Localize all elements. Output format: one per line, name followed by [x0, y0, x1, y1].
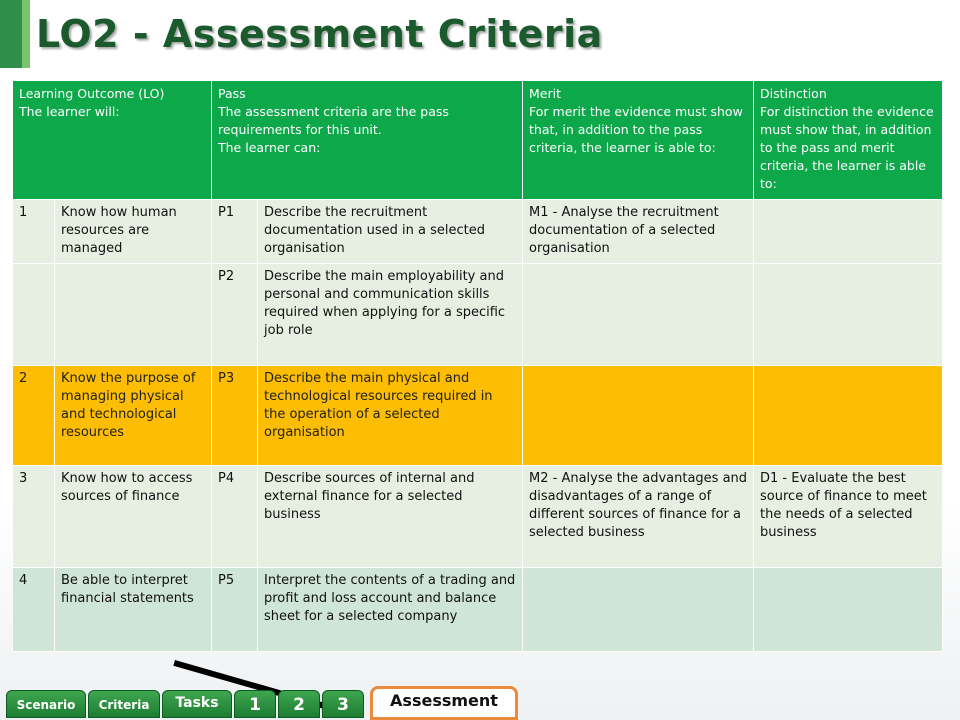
header-pass-desc: The assessment criteria are the pass requirements for this unit.	[218, 104, 449, 137]
page-title: LO2 - Assessment Criteria	[36, 12, 603, 56]
learning-outcome-cell: Be able to interpret financial statements	[55, 568, 212, 652]
pass-criteria-cell: Describe the recruitment documentation used in a selected organisation	[258, 200, 523, 264]
pass-code: P5	[212, 568, 258, 652]
pass-criteria-cell: Interpret the contents of a trading and profit and loss account and balance sheet for a selected company	[258, 568, 523, 652]
tab-task-1[interactable]: 1	[234, 690, 276, 718]
distinction-criteria-cell	[754, 568, 943, 652]
row-number: 3	[13, 466, 55, 568]
distinction-criteria-cell	[754, 366, 943, 466]
pass-code: P3	[212, 366, 258, 466]
header-merit-title: Merit	[529, 86, 562, 101]
header-pass-sub: The learner can:	[218, 140, 321, 155]
tab-assessment[interactable]: Assessment	[370, 686, 518, 720]
table-header-row	[13, 81, 943, 200]
pass-code: P4	[212, 466, 258, 568]
corner-decoration	[0, 0, 22, 68]
pass-criteria-cell: Describe the main physical and technological resources required in the operation of a selected organisation	[258, 366, 523, 466]
table-row	[13, 466, 943, 568]
learning-outcome-cell	[55, 264, 212, 366]
tab-task-3[interactable]: 3	[322, 690, 364, 718]
merit-criteria-cell	[523, 264, 754, 366]
row-number	[13, 264, 55, 366]
pass-criteria-cell: Describe the main employability and personal and communication skills required when applying for a specific job role	[258, 264, 523, 366]
slide-navigation-tabs	[0, 686, 960, 720]
tab-criteria[interactable]: Criteria	[88, 690, 160, 718]
header-merit	[523, 81, 754, 200]
table-row	[13, 200, 943, 264]
header-distinction-desc: For distinction the evidence must show that, in addition to the pass and merit criteria, the learner is able to:	[760, 104, 934, 191]
pass-code: P1	[212, 200, 258, 264]
pass-code: P2	[212, 264, 258, 366]
tab-tasks[interactable]: Tasks	[162, 690, 232, 718]
table-row	[13, 366, 943, 466]
row-number: 4	[13, 568, 55, 652]
table-row	[13, 568, 943, 652]
distinction-criteria-cell	[754, 200, 943, 264]
header-learning-outcome	[13, 81, 212, 200]
row-number: 2	[13, 366, 55, 466]
table-row	[13, 264, 943, 366]
assessment-criteria-table	[12, 80, 943, 652]
merit-criteria-cell: M1 - Analyse the recruitment documentation of a selected organisation	[523, 200, 754, 264]
tab-task-2[interactable]: 2	[278, 690, 320, 718]
header-lo-title: Learning Outcome (LO)	[19, 86, 165, 101]
pass-criteria-cell: Describe sources of internal and external finance for a selected business	[258, 466, 523, 568]
header-pass	[212, 81, 523, 200]
header-distinction-title: Distinction	[760, 86, 827, 101]
header-merit-desc: For merit the evidence must show that, in addition to the pass criteria, the learner is able to:	[529, 104, 743, 155]
distinction-criteria-cell: D1 - Evaluate the best source of finance to meet the needs of a selected business	[754, 466, 943, 568]
merit-criteria-cell: M2 - Analyse the advantages and disadvantages of a range of different sources of finance for a selected business	[523, 466, 754, 568]
learning-outcome-cell: Know how human resources are managed	[55, 200, 212, 264]
corner-decoration-accent	[22, 0, 30, 68]
learning-outcome-cell: Know the purpose of managing physical and technological resources	[55, 366, 212, 466]
header-pass-title: Pass	[218, 86, 246, 101]
tab-scenario[interactable]: Scenario	[6, 690, 86, 718]
merit-criteria-cell	[523, 366, 754, 466]
merit-criteria-cell	[523, 568, 754, 652]
header-lo-subtitle: The learner will:	[19, 104, 120, 119]
header-distinction	[754, 81, 943, 200]
learning-outcome-cell: Know how to access sources of finance	[55, 466, 212, 568]
distinction-criteria-cell	[754, 264, 943, 366]
row-number: 1	[13, 200, 55, 264]
